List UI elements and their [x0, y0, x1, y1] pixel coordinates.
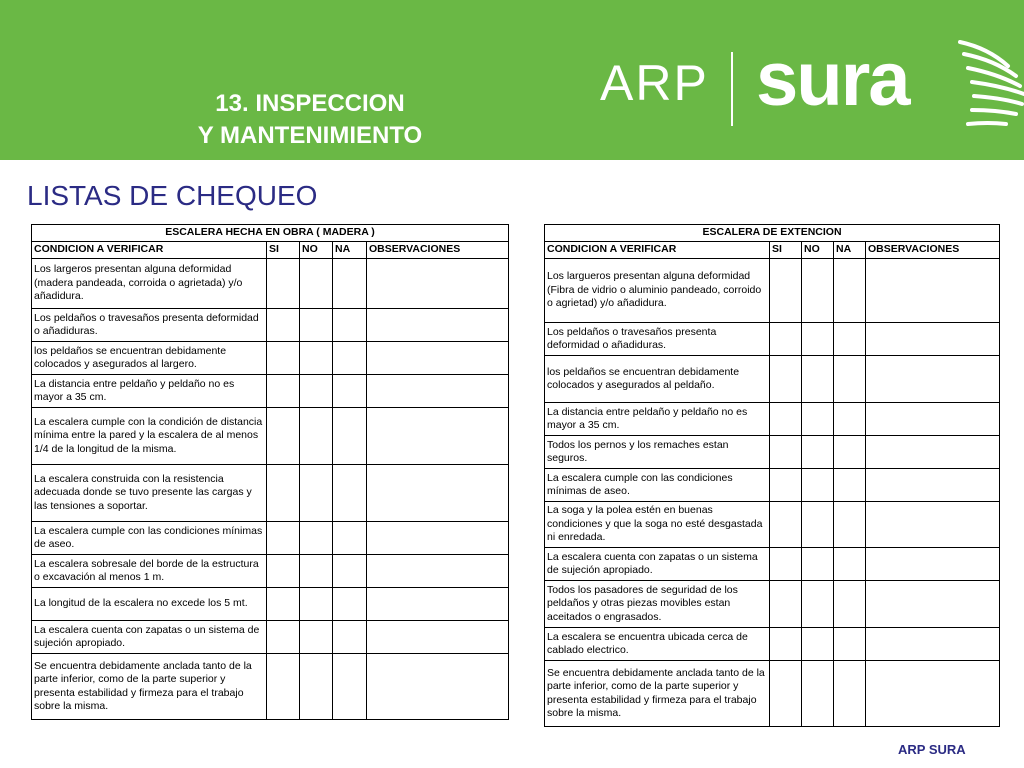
si-cell[interactable]: [267, 259, 300, 309]
si-cell[interactable]: [770, 502, 802, 548]
observaciones-cell[interactable]: [367, 408, 509, 465]
na-cell[interactable]: [333, 375, 367, 408]
column-header-observaciones: OBSERVACIONES: [367, 242, 509, 259]
slide-title: [160, 88, 460, 152]
na-cell[interactable]: [333, 408, 367, 465]
observaciones-cell[interactable]: [866, 259, 1000, 323]
condition-cell: La soga y la polea estén en buenas condiciones y que la soga no esté desgastada ni enredada.: [545, 502, 770, 548]
no-cell[interactable]: [300, 342, 333, 375]
si-cell[interactable]: [267, 342, 300, 375]
observaciones-cell[interactable]: [367, 309, 509, 342]
table-row: [545, 581, 1000, 628]
na-cell[interactable]: [333, 259, 367, 309]
table-row: [32, 465, 509, 522]
si-cell[interactable]: [770, 259, 802, 323]
logo-sura-text: sura: [756, 37, 909, 122]
checklist-table-extencion: [544, 224, 1000, 727]
no-cell[interactable]: [300, 375, 333, 408]
no-cell[interactable]: [802, 502, 834, 548]
table-row: [32, 408, 509, 465]
observaciones-cell[interactable]: [866, 502, 1000, 548]
observaciones-cell[interactable]: [367, 621, 509, 654]
na-cell[interactable]: [333, 654, 367, 720]
condition-cell: La escalera cumple con las condiciones mínimas de aseo.: [545, 469, 770, 502]
no-cell[interactable]: [802, 469, 834, 502]
na-cell[interactable]: [834, 581, 866, 628]
na-cell[interactable]: [834, 356, 866, 403]
no-cell[interactable]: [300, 588, 333, 621]
table-row: [32, 259, 509, 309]
table-caption: ESCALERA DE EXTENCION: [545, 225, 1000, 242]
condition-cell: Los largueros presentan alguna deformidad (Fibra de vidrio o aluminio pandeado, corroido o agrietad) y/o añadidura.: [545, 259, 770, 323]
table-row: [32, 375, 509, 408]
observaciones-cell[interactable]: [367, 465, 509, 522]
na-cell[interactable]: [834, 436, 866, 469]
table-caption: ESCALERA HECHA EN OBRA ( MADERA ): [32, 225, 509, 242]
condition-cell: La escalera cuenta con zapatas o un sistema de sujeción apropiado.: [32, 621, 267, 654]
no-cell[interactable]: [802, 356, 834, 403]
table-row: [545, 323, 1000, 356]
column-header-na: NA: [333, 242, 367, 259]
observaciones-cell[interactable]: [367, 654, 509, 720]
na-cell[interactable]: [834, 323, 866, 356]
si-cell[interactable]: [770, 661, 802, 727]
table-row: [32, 342, 509, 375]
si-cell[interactable]: [770, 628, 802, 661]
observaciones-cell[interactable]: [866, 323, 1000, 356]
observaciones-cell[interactable]: [367, 259, 509, 309]
no-cell[interactable]: [802, 661, 834, 727]
na-cell[interactable]: [834, 259, 866, 323]
condition-cell: los peldaños se encuentran debidamente colocados y asegurados al largero.: [32, 342, 267, 375]
table-row: [545, 502, 1000, 548]
si-cell[interactable]: [267, 555, 300, 588]
no-cell[interactable]: [300, 654, 333, 720]
table-row: [545, 628, 1000, 661]
table-row: [32, 621, 509, 654]
condition-cell: Los largeros presentan alguna deformidad (madera pandeada, corroida o agrietada) y/o añadidura.: [32, 259, 267, 309]
na-cell[interactable]: [333, 621, 367, 654]
checklist-table-madera: [31, 224, 509, 720]
condition-cell: La distancia entre peldaño y peldaño no es mayor a 35 cm.: [545, 403, 770, 436]
si-cell[interactable]: [770, 581, 802, 628]
si-cell[interactable]: [267, 375, 300, 408]
no-cell[interactable]: [300, 309, 333, 342]
no-cell[interactable]: [802, 581, 834, 628]
observaciones-cell[interactable]: [367, 522, 509, 555]
condition-cell: La escalera cumple con la condición de distancia mínima entre la pared y la escalera de al menos 1/4 de la longitud de la misma.: [32, 408, 267, 465]
na-cell[interactable]: [333, 588, 367, 621]
no-cell[interactable]: [802, 436, 834, 469]
condition-cell: Todos los pasadores de seguridad de los peldaños y otras piezas movibles estan aceitados o engrasados.: [545, 581, 770, 628]
na-cell[interactable]: [834, 661, 866, 727]
si-cell[interactable]: [770, 403, 802, 436]
no-cell[interactable]: [300, 522, 333, 555]
logo-divider: [731, 52, 733, 126]
slide-title-line2: Y MANTENIMIENTO: [197, 122, 423, 149]
observaciones-cell[interactable]: [866, 661, 1000, 727]
table-row: [32, 588, 509, 621]
na-cell[interactable]: [834, 548, 866, 581]
column-header-no: NO: [300, 242, 333, 259]
column-header-condition: CONDICION A VERIFICAR: [545, 242, 770, 259]
si-cell[interactable]: [770, 469, 802, 502]
no-cell[interactable]: [300, 621, 333, 654]
table-row: [32, 555, 509, 588]
si-cell[interactable]: [770, 323, 802, 356]
observaciones-cell[interactable]: [367, 375, 509, 408]
observaciones-cell[interactable]: [866, 548, 1000, 581]
column-header-si: SI: [770, 242, 802, 259]
condition-cell: La escalera cumple con las condiciones mínimas de aseo.: [32, 522, 267, 555]
observaciones-cell[interactable]: [866, 628, 1000, 661]
si-cell[interactable]: [770, 436, 802, 469]
condition-cell: La escalera se encuentra ubicada cerca de cablado electrico.: [545, 628, 770, 661]
na-cell[interactable]: [834, 628, 866, 661]
table-row: [545, 469, 1000, 502]
no-cell[interactable]: [300, 259, 333, 309]
no-cell[interactable]: [300, 555, 333, 588]
si-cell[interactable]: [770, 548, 802, 581]
observaciones-cell[interactable]: [866, 581, 1000, 628]
table-row: [545, 403, 1000, 436]
column-header-observaciones: OBSERVACIONES: [866, 242, 1000, 259]
observaciones-cell[interactable]: [866, 436, 1000, 469]
na-cell[interactable]: [834, 469, 866, 502]
observaciones-cell[interactable]: [367, 342, 509, 375]
table-row: [545, 436, 1000, 469]
no-cell[interactable]: [300, 408, 333, 465]
table-row: [32, 654, 509, 720]
observaciones-cell[interactable]: [866, 469, 1000, 502]
condition-cell: los peldaños se encuentran debidamente colocados y asegurados al peldaño.: [545, 356, 770, 403]
column-header-no: NO: [802, 242, 834, 259]
si-cell[interactable]: [267, 621, 300, 654]
footer-brand: ARP SURA: [898, 742, 966, 757]
slide-title-line1: 13. INSPECCION: [215, 90, 405, 117]
si-cell[interactable]: [267, 309, 300, 342]
si-cell[interactable]: [770, 356, 802, 403]
si-cell[interactable]: [267, 654, 300, 720]
table-row: [32, 309, 509, 342]
no-cell[interactable]: [802, 323, 834, 356]
si-cell[interactable]: [267, 408, 300, 465]
no-cell[interactable]: [300, 465, 333, 522]
no-cell[interactable]: [802, 548, 834, 581]
column-header-na: NA: [834, 242, 866, 259]
no-cell[interactable]: [802, 259, 834, 323]
na-cell[interactable]: [333, 522, 367, 555]
na-cell[interactable]: [333, 555, 367, 588]
table-row: [545, 259, 1000, 323]
observaciones-cell[interactable]: [367, 588, 509, 621]
logo-arp-text: ARP: [600, 55, 709, 111]
condition-cell: Todos los pernos y los remaches estan seguros.: [545, 436, 770, 469]
si-cell[interactable]: [267, 522, 300, 555]
arp-sura-logo: [600, 38, 1000, 138]
condition-cell: La escalera construida con la resistencia adecuada donde se tuvo presente las cargas y las tensiones a soportar.: [32, 465, 267, 522]
na-cell[interactable]: [333, 465, 367, 522]
table-row: [545, 356, 1000, 403]
observaciones-cell[interactable]: [866, 403, 1000, 436]
condition-cell: Se encuentra debidamente anclada tanto de la parte inferior, como de la parte superior y presenta estabilidad y firmeza para el trabajo sobre la misma.: [545, 661, 770, 727]
table-row: [32, 522, 509, 555]
observaciones-cell[interactable]: [866, 356, 1000, 403]
condition-cell: Se encuentra debidamente anclada tanto de la parte inferior, como de la parte superior y presenta estabilidad y firmeza para el trabajo sobre la misma.: [32, 654, 267, 720]
observaciones-cell[interactable]: [367, 555, 509, 588]
no-cell[interactable]: [802, 403, 834, 436]
na-cell[interactable]: [333, 309, 367, 342]
column-header-si: SI: [267, 242, 300, 259]
section-title: LISTAS DE CHEQUEO: [27, 180, 318, 211]
column-header-condition: CONDICION A VERIFICAR: [32, 242, 267, 259]
na-cell[interactable]: [333, 342, 367, 375]
condition-cell: La longitud de la escalera no excede los 5 mt.: [32, 588, 267, 621]
no-cell[interactable]: [802, 628, 834, 661]
condition-cell: Los peldaños o travesaños presenta deformidad o añadiduras.: [545, 323, 770, 356]
si-cell[interactable]: [267, 465, 300, 522]
condition-cell: La distancia entre peldaño y peldaño no es mayor a 35 cm.: [32, 375, 267, 408]
na-cell[interactable]: [834, 502, 866, 548]
sura-rays-icon: [958, 38, 1024, 134]
table-row: [545, 661, 1000, 727]
condition-cell: La escalera cuenta con zapatas o un sistema de sujeción apropiado.: [545, 548, 770, 581]
na-cell[interactable]: [834, 403, 866, 436]
condition-cell: Los peldaños o travesaños presenta deformidad o añadiduras.: [32, 309, 267, 342]
si-cell[interactable]: [267, 588, 300, 621]
condition-cell: La escalera sobresale del borde de la estructura o excavación al menos 1 m.: [32, 555, 267, 588]
table-row: [545, 548, 1000, 581]
